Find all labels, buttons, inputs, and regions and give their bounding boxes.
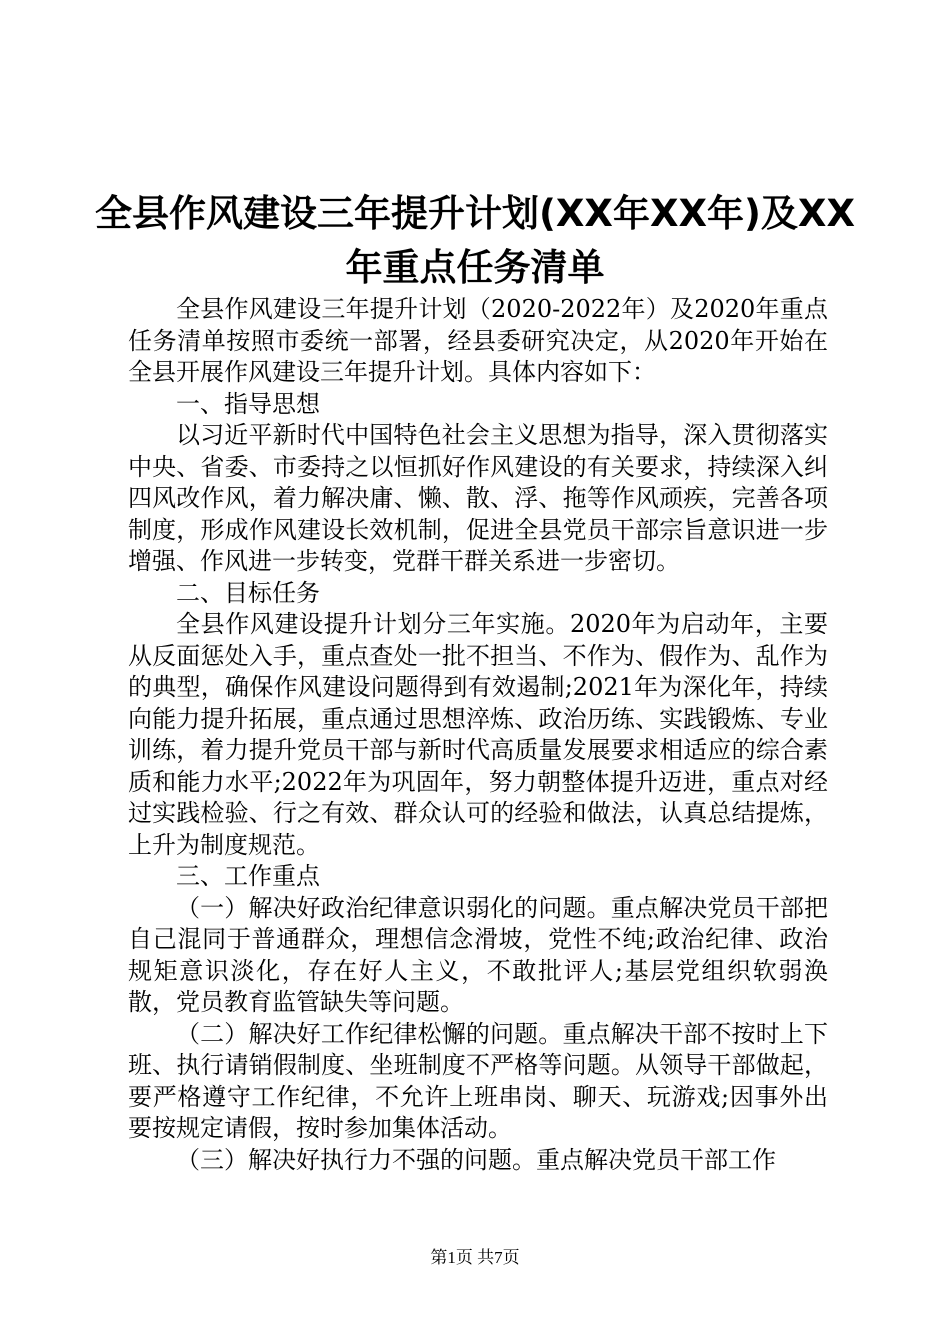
key-work-item-3: （三）解决好执行力不强的问题。重点解决党员干部工作 — [176, 1145, 776, 1174]
key-work-item-2: （二）解决好工作纪律松懈的问题。重点解决干部不按时上下班、执行请销假制度、坐班制度不严格等问题。从领导干部做起，要严格遵守工作纪律，不允许上班串岗、聊天、玩游戏;因事外出要按规定请假，按时参加集体活动。 — [128, 1019, 828, 1142]
document-body — [128, 294, 828, 1176]
guiding-ideology-paragraph: 以习近平新时代中国特色社会主义思想为指导，深入贯彻落实中央、省委、市委持之以恒抓好作风建设的有关要求，持续深入纠四风改作风，着力解决庸、懒、散、浮、拖等作风顽疾，完善各项制度，形成作风建设长效机制，促进全县党员干部宗旨意识进一步增强、作风进一步转变，党群干群关系进一步密切。 — [128, 421, 828, 575]
section-heading-guiding-ideology: 一、指导思想 — [176, 389, 320, 418]
goals-paragraph: 全县作风建设提升计划分三年实施。2020年为启动年，主要从反面惩处入手，重点查处一批不担当、不作为、假作为、乱作为的典型，确保作风建设问题得到有效遏制;2021年为深化年，持续向能力提升拓展，重点通过思想淬炼、政治历练、实践锻炼、专业训练，着力提升党员干部与新时代高质量发展要求相适应的综合素质和能力水平;2022年为巩固年，努力朝整体提升迈进，重点对经过实践检验、行之有效、群众认可的经验和做法，认真总结提炼，上升为制度规范。 — [128, 610, 828, 859]
page-footer: 第1页 共7页 — [430, 1248, 520, 1267]
document-title-line-2: 年重点任务清单 — [345, 246, 605, 289]
key-work-item-1: （一）解决好政治纪律意识弱化的问题。重点解决党员干部把自己混同于普通群众，理想信念滑坡，党性不纯;政治纪律、政治规矩意识淡化，存在好人主义，不敢批评人;基层党组织软弱涣散，党员教育监管缺失等问题。 — [128, 893, 828, 1016]
intro-paragraph: 全县作风建设三年提升计划（2020-2022年）及2020年重点任务清单按照市委统一部署，经县委研究决定，从2020年开始在全县开展作风建设三年提升计划。具体内容如下： — [128, 295, 828, 386]
section-heading-key-work: 三、工作重点 — [176, 862, 320, 890]
document-title-line-1: 全县作风建设三年提升计划(XX年XX年)及XX — [95, 192, 855, 235]
section-heading-goals: 二、目标任务 — [176, 578, 320, 607]
